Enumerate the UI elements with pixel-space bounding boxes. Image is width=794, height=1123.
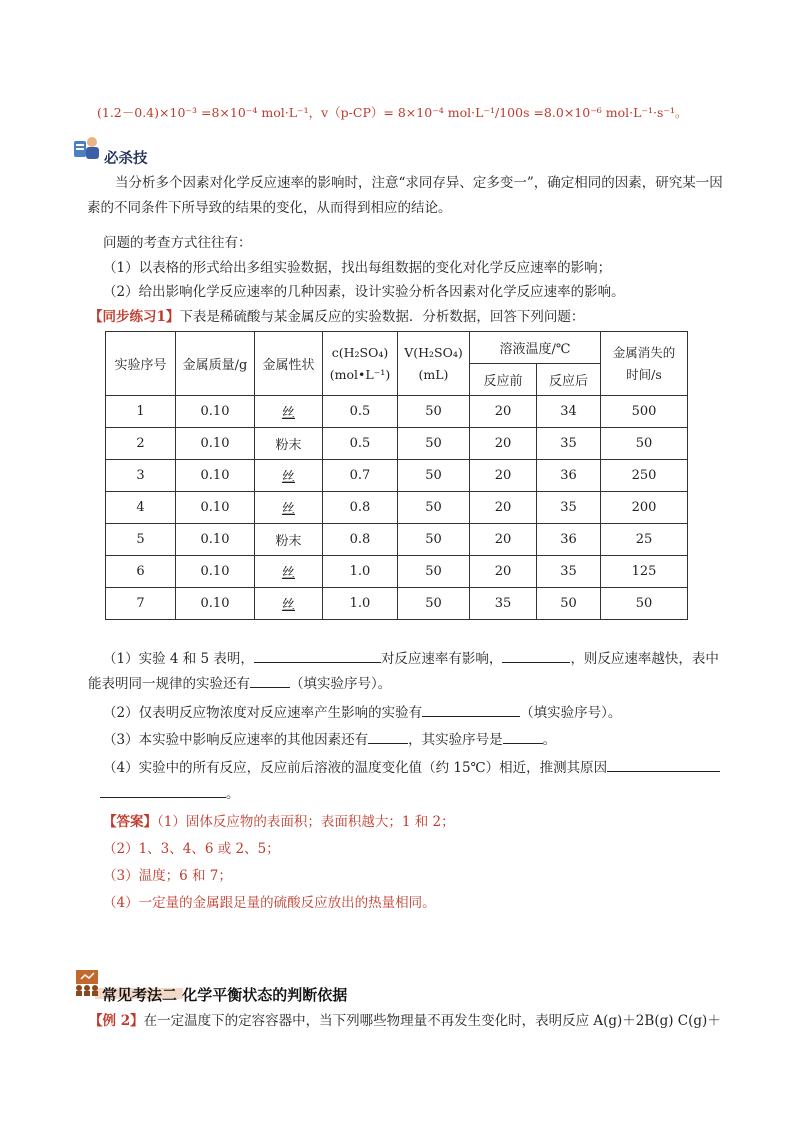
table-row (106, 556, 688, 588)
q3-text-a: （3）本实验中影响反应速率的其他因素还有 (103, 732, 369, 748)
cell-no: 6 (106, 556, 176, 588)
header-concentration-label: c(H₂SO₄) (331, 344, 389, 360)
cell-no: 7 (106, 588, 176, 620)
cell-time: 125 (601, 556, 688, 588)
cell-time: 50 (601, 428, 688, 460)
table-row (106, 492, 688, 524)
cell-concentration: 0.8 (323, 524, 398, 556)
question-4-line-1 (103, 756, 720, 776)
q3-blank-1[interactable] (368, 729, 408, 744)
top-formula: (1.2－0.4)×10⁻³ =8×10⁻⁴ mol·L⁻¹，v（p-CP）= 8×10⁻⁴ mol·L⁻¹/100s =8.0×10⁻⁶ mol·L⁻¹·s⁻¹。 (97, 105, 688, 120)
answer-2: （2）1、3、4、6 或 2、5； (103, 841, 280, 857)
q3-blank-2[interactable] (503, 729, 543, 744)
q2-text-b: （填实验序号）。 (520, 705, 622, 721)
question-3 (103, 728, 556, 748)
cell-volume: 50 (398, 524, 470, 556)
cell-no: 5 (106, 524, 176, 556)
cell-volume: 50 (398, 556, 470, 588)
cell-mass: 0.10 (176, 492, 255, 524)
cell-shape: 粉末 (255, 524, 323, 556)
header-time-label: 金属消失的 (612, 344, 676, 360)
answer-3: （3）温度；6 和 7； (103, 868, 232, 884)
cell-shape: 丝 (255, 492, 323, 524)
cell-temp-before: 20 (470, 556, 537, 588)
cell-volume: 50 (398, 492, 470, 524)
header-before: 反应前 (470, 364, 537, 396)
answer-4: （4）一定量的金属跟足量的硫酸反应放出的热量相同。 (103, 895, 436, 911)
answer-label: 【答案】 (103, 814, 157, 830)
question-4-line-2 (100, 782, 240, 802)
q2-blank[interactable] (422, 702, 520, 717)
practice-intro (89, 305, 584, 325)
example-text: 在一定温度下的定容容器中，当下列哪些物理量不再发生变化时，表明反应 A(g)＋2B(g) C(g)＋ (143, 1013, 721, 1029)
cell-temp-after: 35 (537, 556, 601, 588)
cell-concentration: 0.8 (323, 492, 398, 524)
cell-temp-after: 34 (537, 396, 601, 428)
cell-temp-after: 35 (537, 428, 601, 460)
question-1-line-1 (103, 647, 719, 667)
q1-text-c: ，则反应速率越快，表中 (570, 651, 719, 667)
cell-no: 1 (106, 396, 176, 428)
header-mass: 金属质量/g (176, 332, 255, 396)
cell-time: 200 (601, 492, 688, 524)
cell-volume: 50 (398, 460, 470, 492)
answer-line-1 (103, 810, 455, 830)
cell-volume: 50 (398, 428, 470, 460)
header-shape: 金属性状 (255, 332, 323, 396)
header-temperature: 溶液温度/℃ (470, 332, 601, 364)
cell-temp-before: 20 (470, 492, 537, 524)
answer-1: （1）固体反应物的表面积；表面积越大；1 和 2； (157, 814, 455, 830)
q1-blank-3[interactable] (250, 673, 290, 688)
cell-temp-after: 36 (537, 460, 601, 492)
practice-label: 【同步练习1】 (89, 309, 180, 325)
q2-text-a: （2）仅表明反应物浓度对反应速率产生影响的实验有 (103, 705, 423, 721)
cell-shape: 丝 (255, 396, 323, 428)
cell-time: 50 (601, 588, 688, 620)
question-2 (103, 701, 621, 721)
cell-mass: 0.10 (176, 428, 255, 460)
example-2 (89, 1009, 721, 1029)
cell-mass: 0.10 (176, 588, 255, 620)
q1-text-d: 能表明同一规律的实验还有 (88, 676, 250, 692)
cell-temp-before: 20 (470, 460, 537, 492)
table-row (106, 460, 688, 492)
cell-shape: 粉末 (255, 428, 323, 460)
section-2-heading: 常见考法二 化学平衡状态的判断依据 (102, 986, 348, 1004)
header-concentration-unit: (mol•L⁻¹) (329, 366, 391, 382)
cell-volume: 50 (398, 588, 470, 620)
cell-mass: 0.10 (176, 556, 255, 588)
table-row (106, 396, 688, 428)
header-after: 反应后 (537, 364, 601, 396)
cell-temp-after: 35 (537, 492, 601, 524)
q1-text-a: （1）实验 4 和 5 表明， (103, 651, 254, 667)
cell-concentration: 0.5 (323, 428, 398, 460)
q3-text-c: 。 (542, 732, 557, 748)
tip-heading: 必杀技 (104, 150, 148, 167)
cell-temp-before: 20 (470, 524, 537, 556)
q1-text-b: 对反应速率有影响， (380, 651, 503, 667)
cell-concentration: 0.5 (323, 396, 398, 428)
cell-time: 250 (601, 460, 688, 492)
q4-blank-1[interactable] (607, 757, 720, 772)
classroom-icon (73, 969, 101, 997)
cell-mass: 0.10 (176, 396, 255, 428)
cell-concentration: 1.0 (323, 588, 398, 620)
q1-blank-1[interactable] (254, 648, 381, 663)
q3-text-b: ，其实验序号是 (408, 732, 503, 748)
header-volume (398, 332, 470, 396)
tip-item-1: （1）以表格的形式给出多组实验数据，找出每组数据的变化对化学反应速率的影响； (103, 260, 612, 276)
cell-time: 25 (601, 524, 688, 556)
question-1-line-2 (88, 672, 391, 692)
cell-temp-before: 20 (470, 396, 537, 428)
cell-shape: 丝 (255, 460, 323, 492)
header-volume-label: V(H₂SO₄) (404, 344, 463, 360)
cell-shape: 丝 (255, 556, 323, 588)
cell-no: 4 (106, 492, 176, 524)
q1-text-e: （填实验序号）。 (290, 676, 392, 692)
header-time-unit: 时间/s (626, 366, 662, 382)
tip-question-intro: 问题的考查方式往往有： (103, 235, 252, 251)
cell-temp-after: 36 (537, 524, 601, 556)
cell-no: 2 (106, 428, 176, 460)
header-concentration (323, 332, 398, 396)
q4-text-b: 。 (226, 786, 240, 802)
practice-text: 下表是稀硫酸与某金属反应的实验数据．分析数据，回答下列问题： (179, 309, 585, 325)
cell-mass: 0.10 (176, 524, 255, 556)
tip-paragraph: 当分析多个因素对化学反应速率的影响时，注意“求同存异、定多变一”，确定相同的因素，研究某一因素的不同条件下所导致的结果的变化，从而得到相应的结论。 (87, 175, 723, 216)
cell-mass: 0.10 (176, 460, 255, 492)
q1-blank-2[interactable] (502, 648, 570, 663)
table-row (106, 428, 688, 460)
tip-item-2: （2）给出影响化学反应速率的几种因素，设计实验分析各因素对化学反应速率的影响。 (103, 284, 625, 300)
cell-shape: 丝 (255, 588, 323, 620)
header-time (601, 332, 688, 396)
table-row (106, 524, 688, 556)
cell-concentration: 1.0 (323, 556, 398, 588)
header-no: 实验序号 (106, 332, 176, 396)
q4-blank-2[interactable] (100, 783, 226, 798)
q4-text-a: （4）实验中的所有反应，反应前后溶液的温度变化值（约 15℃）相近，推测其原因 (103, 760, 608, 776)
cell-no: 3 (106, 460, 176, 492)
experiment-table (105, 331, 688, 620)
table-row (106, 588, 688, 620)
cell-volume: 50 (398, 396, 470, 428)
cell-temp-before: 20 (470, 428, 537, 460)
cell-temp-after: 50 (537, 588, 601, 620)
teacher-icon (72, 135, 104, 163)
cell-time: 500 (601, 396, 688, 428)
header-volume-unit: (mL) (418, 366, 449, 382)
example-label: 【例 2】 (89, 1013, 144, 1029)
table-header-row (106, 332, 688, 364)
cell-concentration: 0.7 (323, 460, 398, 492)
cell-temp-before: 35 (470, 588, 537, 620)
